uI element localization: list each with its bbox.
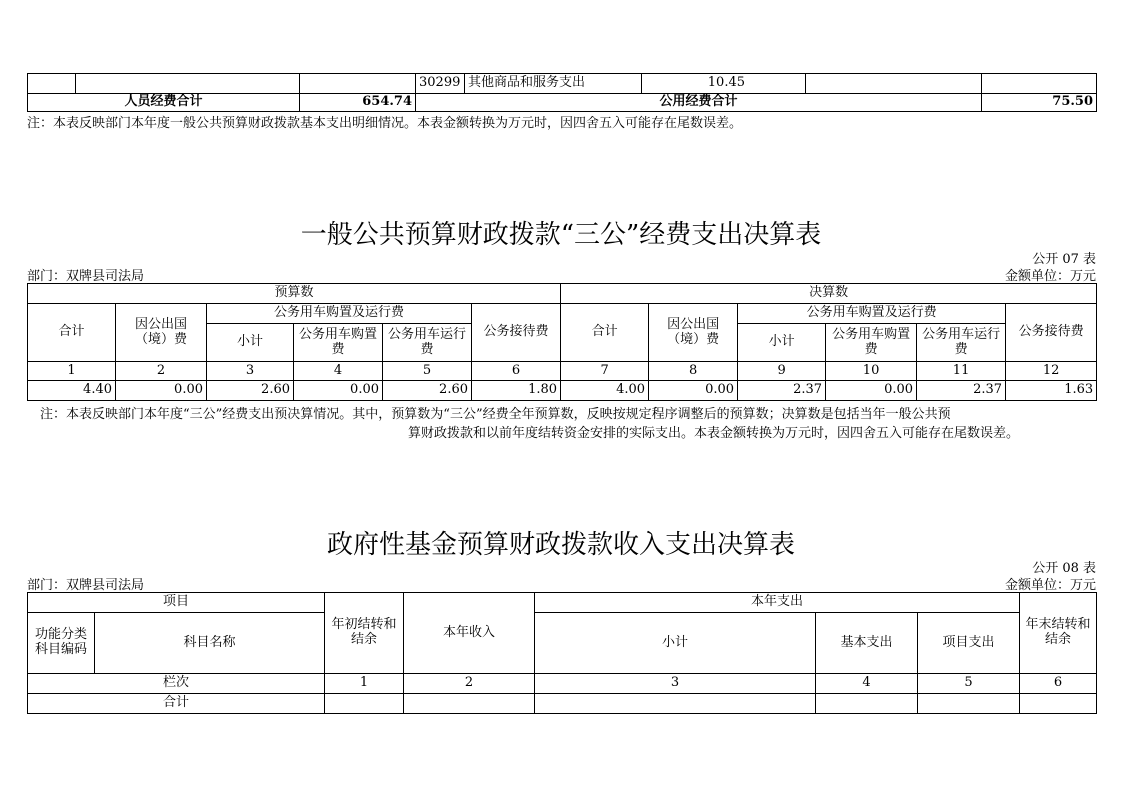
reception-header: 公务接待费	[472, 304, 561, 362]
expense-header: 本年支出	[535, 593, 1020, 613]
abroad-header: 因公出国（境）费	[116, 304, 207, 362]
expense-code: 30299	[416, 74, 465, 94]
expense-amount: 10.45	[642, 74, 806, 94]
col-num: 1	[325, 674, 404, 694]
begin-balance-header: 年初结转和结余	[325, 593, 404, 674]
value-cell: 0.00	[649, 381, 738, 401]
col-num: 5	[918, 674, 1020, 694]
subtotal-header: 小计	[207, 324, 294, 362]
value-cell: 2.60	[383, 381, 472, 401]
subject-name-header: 科目名称	[95, 613, 325, 674]
col-num: 4	[816, 674, 918, 694]
budget-header: 预算数	[28, 284, 561, 304]
value-cell: 0.00	[826, 381, 917, 401]
value-cell: 1.80	[472, 381, 561, 401]
table7-note-line2: 算财政拨款和以前年度结转资金安排的实际支出。本表金额转换为万元时，因四舍五入可能存在尾数误差。	[408, 426, 1020, 441]
table8-unit: 金额单位：万元	[1004, 578, 1096, 593]
value-cell: 2.60	[207, 381, 294, 401]
col-num: 7	[561, 362, 649, 381]
subtotal-header: 小计	[535, 613, 816, 674]
col-num: 9	[738, 362, 826, 381]
personnel-total-value: 654.74	[300, 94, 416, 112]
cell	[76, 74, 300, 94]
total-header: 合计	[28, 304, 116, 362]
col-num: 1	[28, 362, 116, 381]
func-code-header: 功能分类科目编码	[28, 613, 95, 674]
cell	[535, 694, 816, 714]
table8-title: 政府性基金预算财政拨款收入支出决算表	[326, 530, 795, 560]
cell	[982, 74, 1097, 94]
basic-expense-header: 基本支出	[816, 613, 918, 674]
total-label: 合计	[28, 694, 325, 714]
reception-header: 公务接待费	[1006, 304, 1097, 362]
subtotal-header: 小计	[738, 324, 826, 362]
table7-title: 一般公共预算财政拨款“三公”经费支出决算表	[300, 220, 822, 250]
value-cell: 2.37	[917, 381, 1006, 401]
final-header: 决算数	[561, 284, 1097, 304]
cell	[325, 694, 404, 714]
car-buy-header: 公务用车购置费	[294, 324, 383, 362]
col-num: 3	[207, 362, 294, 381]
col-num: 5	[383, 362, 472, 381]
expense-name: 其他商品和服务支出	[465, 74, 642, 94]
abroad-header: 因公出国（境）费	[649, 304, 738, 362]
cell	[300, 74, 416, 94]
cell	[816, 694, 918, 714]
income-header: 本年收入	[404, 593, 535, 674]
public-total-value: 75.50	[982, 94, 1097, 112]
col-num: 4	[294, 362, 383, 381]
table7-note-line1: 注：本表反映部门本年度“三公”经费支出预决算情况。其中，预算数为“三公”经费全年预算数，反映按规定程序调整后的预算数；决算数是包括当年一般公共预	[40, 407, 951, 422]
personnel-total-label: 人员经费合计	[28, 94, 300, 112]
col-num: 10	[826, 362, 917, 381]
car-header: 公务用车购置及运行费	[738, 304, 1006, 324]
col-num: 12	[1006, 362, 1097, 381]
end-balance-header: 年末结转和结余	[1020, 593, 1097, 674]
value-cell: 0.00	[294, 381, 383, 401]
table8-dept: 部门：双牌县司法局	[27, 578, 145, 593]
car-header: 公务用车购置及运行费	[207, 304, 472, 324]
public-total-label: 公用经费合计	[416, 94, 982, 112]
cell	[918, 694, 1020, 714]
col-num: 8	[649, 362, 738, 381]
three-public-table	[27, 283, 1097, 401]
table7-unit: 金额单位：万元	[1004, 269, 1096, 284]
col-num: 6	[472, 362, 561, 381]
car-run-header: 公务用车运行费	[917, 324, 1006, 362]
project-expense-header: 项目支出	[918, 613, 1020, 674]
value-cell: 0.00	[116, 381, 207, 401]
col-num: 6	[1020, 674, 1097, 694]
car-buy-header: 公务用车购置费	[826, 324, 917, 362]
col-num: 2	[116, 362, 207, 381]
top-table-note: 注：本表反映部门本年度一般公共预算财政拨款基本支出明细情况。本表金额转换为万元时，因四舍五入可能存在尾数误差。	[27, 116, 743, 131]
row-label: 栏次	[28, 674, 325, 694]
col-num: 11	[917, 362, 1006, 381]
government-fund-table	[27, 592, 1097, 714]
cell	[806, 74, 982, 94]
cell	[1020, 694, 1097, 714]
value-cell: 4.40	[28, 381, 116, 401]
col-num: 3	[535, 674, 816, 694]
value-cell: 2.37	[738, 381, 826, 401]
value-cell: 4.00	[561, 381, 649, 401]
cell	[404, 694, 535, 714]
car-run-header: 公务用车运行费	[383, 324, 472, 362]
table8-code: 公开 08 表	[1032, 561, 1096, 576]
item-header: 项目	[28, 593, 325, 613]
table7-dept: 部门：双牌县司法局	[27, 269, 145, 284]
table7-code: 公开 07 表	[1032, 252, 1096, 267]
cell	[28, 74, 76, 94]
col-num: 2	[404, 674, 535, 694]
total-header: 合计	[561, 304, 649, 362]
basic-expense-table	[27, 73, 1097, 112]
value-cell: 1.63	[1006, 381, 1097, 401]
